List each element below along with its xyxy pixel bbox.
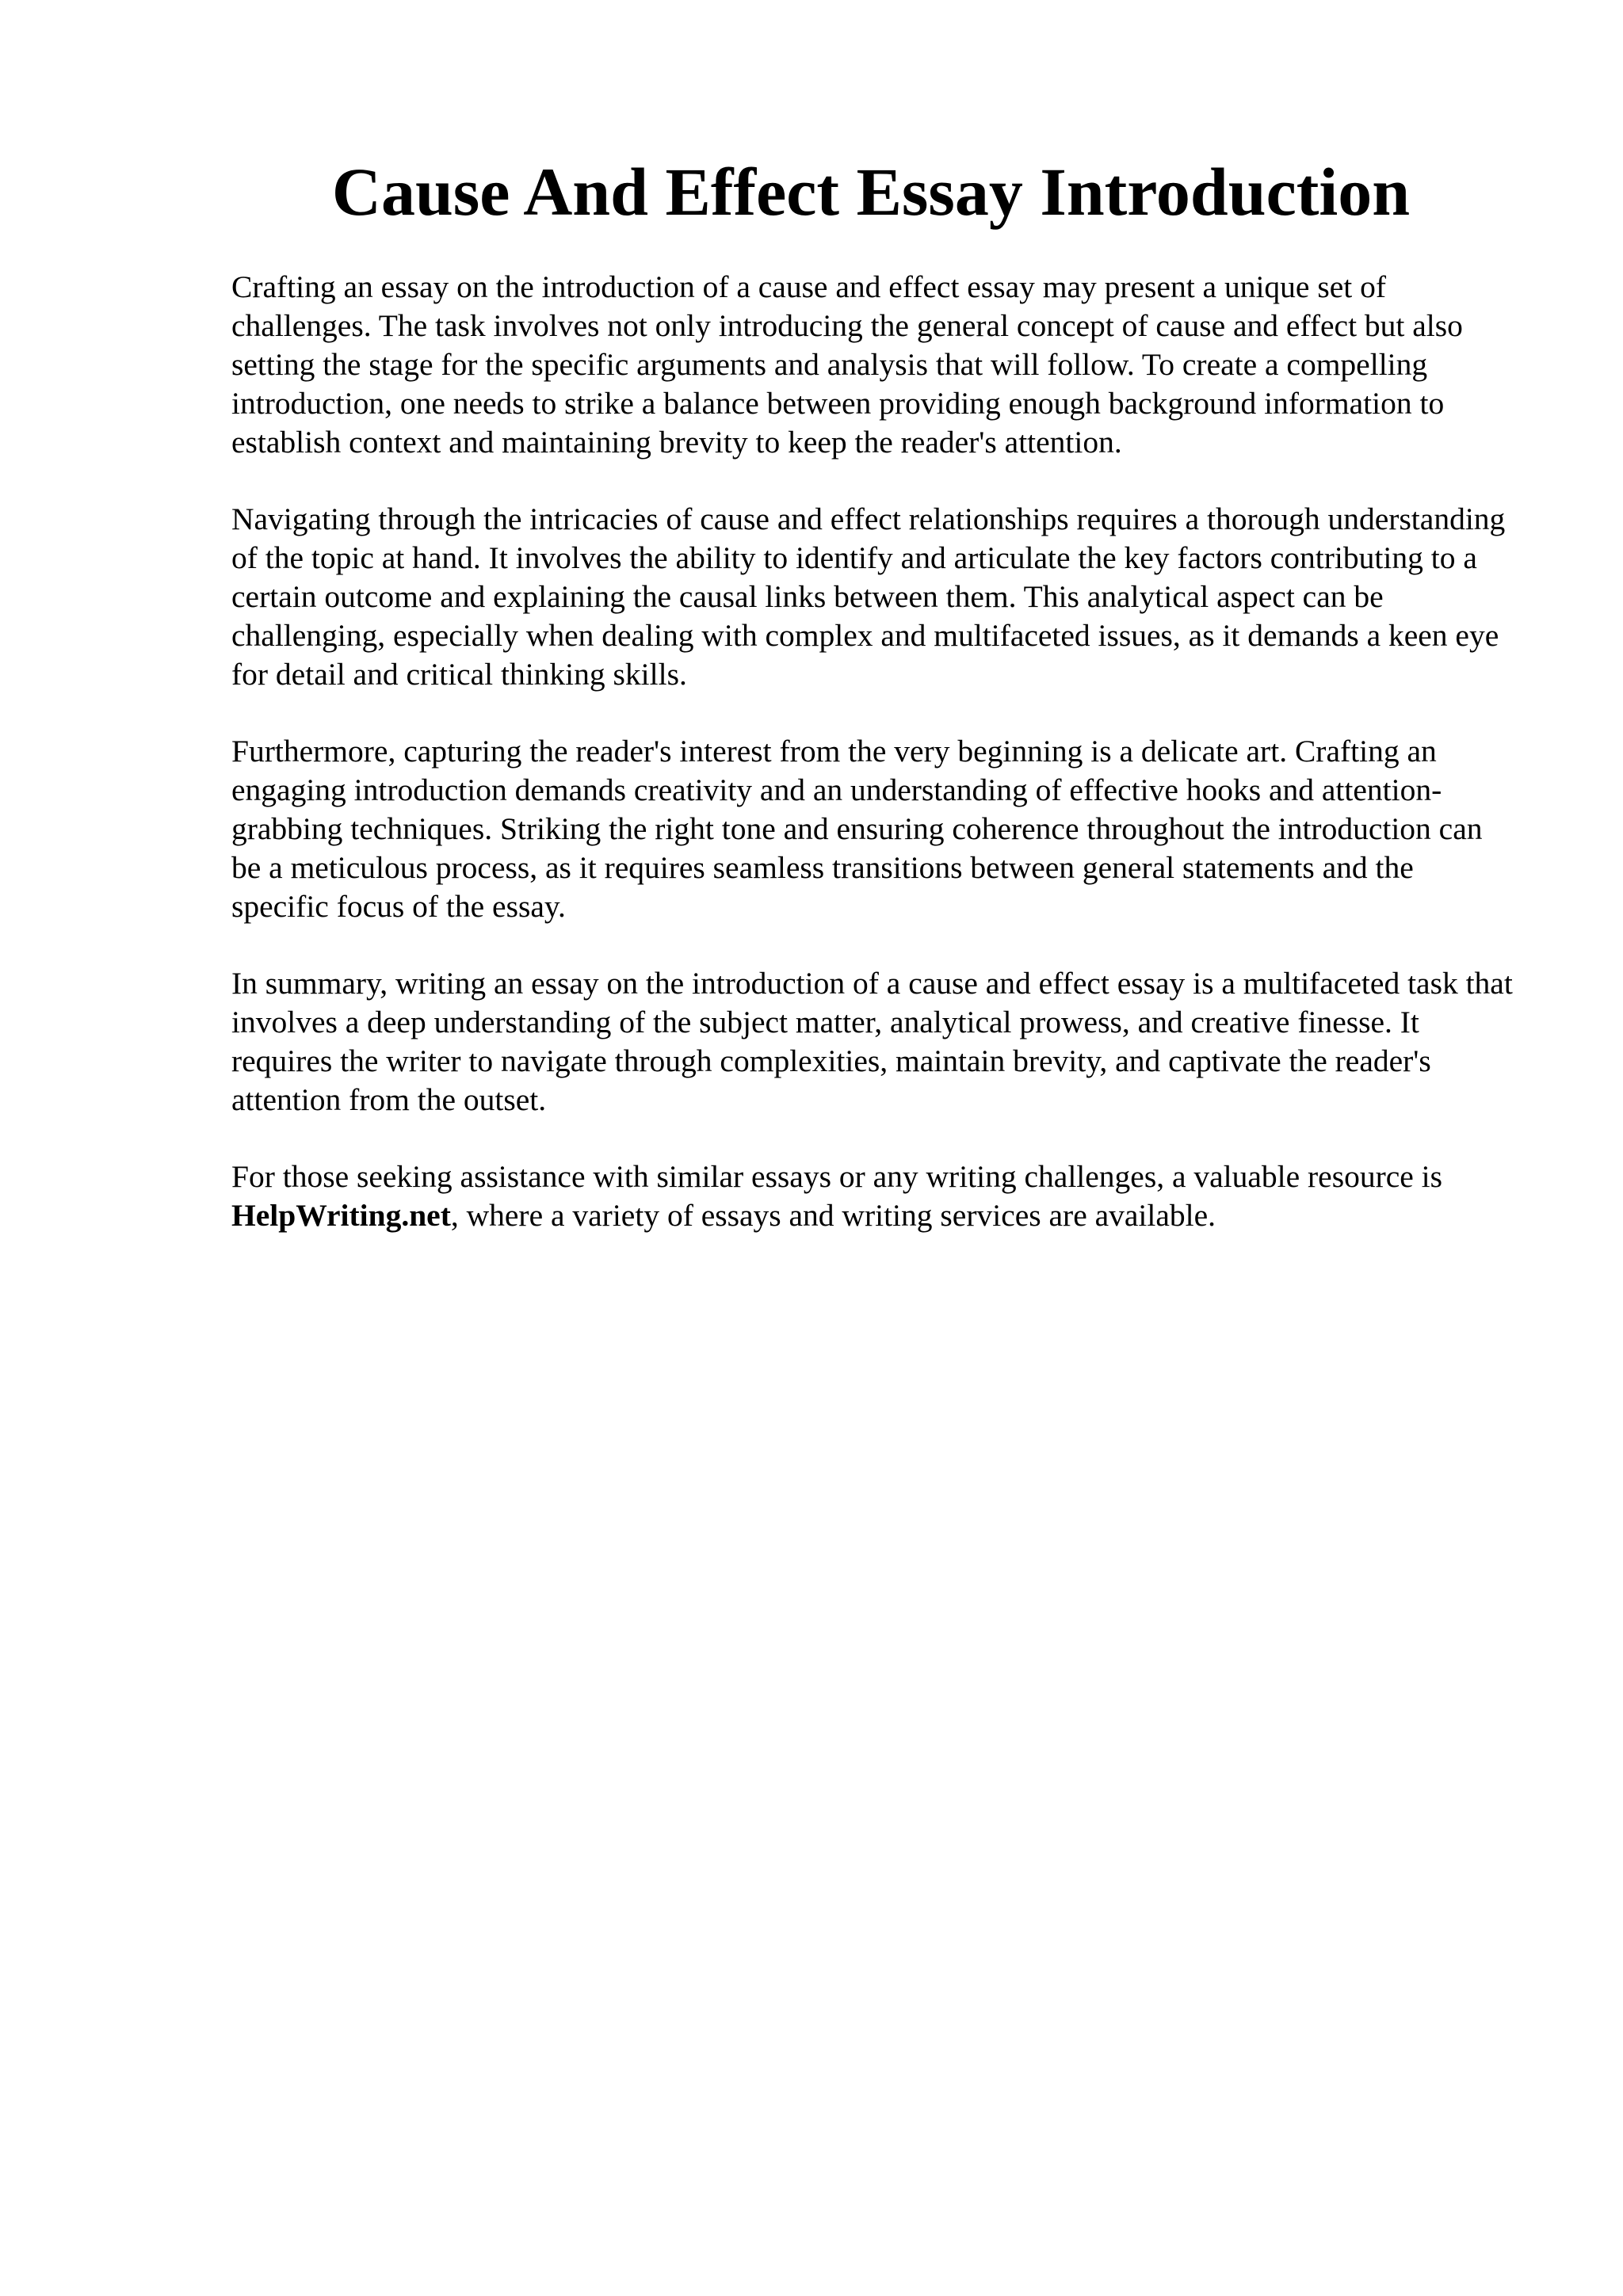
paragraph-1: Crafting an essay on the introduction of a cause and effect essay may present a unique set of challenges. The task involves not only introducing the general concept of cause and effect but also setting the stage for the specific arguments and analysis that will follow. To create a compelling introduction, one needs to strike a balance between providing enough background information to establish context and maintaining brevity to keep the reader's attention. [231,269,1463,460]
document-title: Cause And Effect Essay Introduction [331,154,1411,230]
paragraph-5-text-after: , where a variety of essays and writing services are available. [450,1198,1216,1233]
paragraph-4: In summary, writing an essay on the introduction of a cause and effect essay is a multifaceted task that involves a deep understanding of the subject matter, analytical prowess, and creative finesse. It requires the writer to navigate through complexities, maintain brevity, and captivate the reader's attention from the outset. [231,966,1513,1117]
document-body [231,268,1515,1273]
paragraph-3: Furthermore, capturing the reader's interest from the very beginning is a delicate art. Crafting an engaging introduction demands creativity and an understanding of effective hooks and attention-grabbing techniques. Striking the right tone and ensuring coherence throughout the introduction can be a meticulous process, as it requires seamless transitions between general statements and the specific focus of the essay. [231,734,1483,924]
helpwriting-link[interactable]: HelpWriting.net [231,1198,451,1233]
paragraph-5 [231,1158,1515,1235]
paragraph-5-text-before: For those seeking assistance with similar essays or any writing challenges, a valuable resource is [231,1159,1443,1194]
paragraph-2: Navigating through the intricacies of cause and effect relationships requires a thorough understanding of the topic at hand. It involves the ability to identify and articulate the key factors contributing to a certain outcome and explaining the causal links between them. This analytical aspect can be challenging, especially when dealing with complex and multifaceted issues, as it demands a keen eye for detail and critical thinking skills. [231,502,1506,692]
